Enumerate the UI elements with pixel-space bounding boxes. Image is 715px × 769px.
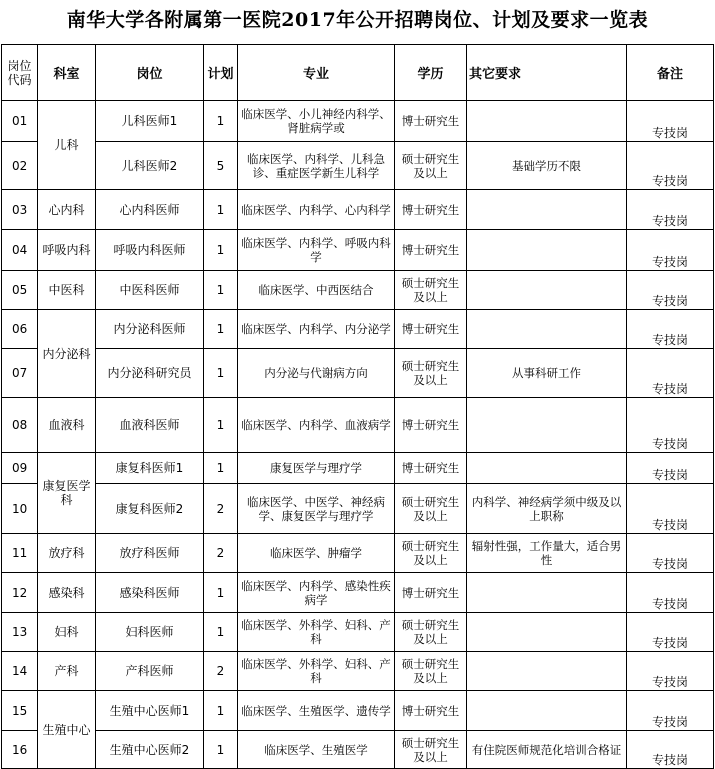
cell-edu: 博士研究生 bbox=[395, 190, 467, 230]
cell-plan: 5 bbox=[204, 142, 238, 190]
cell-dept: 呼吸内科 bbox=[38, 230, 96, 271]
cell-edu: 硕士研究生及以上 bbox=[395, 271, 467, 310]
cell-edu: 博士研究生 bbox=[395, 230, 467, 271]
cell-plan: 1 bbox=[204, 230, 238, 271]
cell-dept: 儿科 bbox=[38, 101, 96, 190]
header-edu: 学历 bbox=[395, 45, 467, 101]
cell-plan: 1 bbox=[204, 691, 238, 731]
cell-plan: 1 bbox=[204, 349, 238, 398]
cell-major: 临床医学、内科学、感染性疾病学 bbox=[238, 573, 395, 613]
cell-major: 临床医学、内科学、血液病学 bbox=[238, 398, 395, 453]
cell-code: 13 bbox=[2, 613, 38, 652]
cell-post: 妇科医师 bbox=[96, 613, 204, 652]
cell-dept: 心内科 bbox=[38, 190, 96, 230]
cell-major: 临床医学、内科学、内分泌学 bbox=[238, 310, 395, 349]
cell-major: 临床医学、内科学、心内科学 bbox=[238, 190, 395, 230]
cell-note: 专技岗 bbox=[627, 453, 714, 484]
header-note: 备注 bbox=[627, 45, 714, 101]
cell-other: 辐射性强，工作量大，适合男性 bbox=[467, 534, 627, 573]
cell-note: 专技岗 bbox=[627, 573, 714, 613]
cell-post: 儿科医师1 bbox=[96, 101, 204, 142]
cell-other: 内科学、神经病学须中级及以上职称 bbox=[467, 484, 627, 534]
cell-edu: 博士研究生 bbox=[395, 398, 467, 453]
cell-other bbox=[467, 271, 627, 310]
cell-post: 内分泌科研究员 bbox=[96, 349, 204, 398]
table-row bbox=[2, 271, 714, 310]
recruitment-table bbox=[1, 44, 714, 769]
cell-plan: 1 bbox=[204, 190, 238, 230]
cell-post: 康复科医师1 bbox=[96, 453, 204, 484]
cell-note: 专技岗 bbox=[627, 484, 714, 534]
cell-plan: 1 bbox=[204, 613, 238, 652]
table-row bbox=[2, 398, 714, 453]
cell-note: 专技岗 bbox=[627, 310, 714, 349]
cell-note: 专技岗 bbox=[627, 101, 714, 142]
cell-edu: 硕士研究生及以上 bbox=[395, 613, 467, 652]
cell-code: 03 bbox=[2, 190, 38, 230]
cell-dept: 放疗科 bbox=[38, 534, 96, 573]
header-dept: 科室 bbox=[38, 45, 96, 101]
cell-major: 临床医学、外科学、妇科、产科 bbox=[238, 613, 395, 652]
cell-code: 12 bbox=[2, 573, 38, 613]
cell-dept: 康复医学科 bbox=[38, 453, 96, 534]
cell-post: 呼吸内科医师 bbox=[96, 230, 204, 271]
cell-other: 从事科研工作 bbox=[467, 349, 627, 398]
cell-code: 11 bbox=[2, 534, 38, 573]
cell-code: 06 bbox=[2, 310, 38, 349]
table-row bbox=[2, 230, 714, 271]
cell-note: 专技岗 bbox=[627, 613, 714, 652]
cell-other bbox=[467, 398, 627, 453]
cell-major: 临床医学、中医学、神经病学、康复医学与理疗学 bbox=[238, 484, 395, 534]
cell-other bbox=[467, 691, 627, 731]
cell-dept: 妇科 bbox=[38, 613, 96, 652]
cell-plan: 1 bbox=[204, 453, 238, 484]
cell-post: 内分泌科医师 bbox=[96, 310, 204, 349]
table-row bbox=[2, 652, 714, 691]
page-title: 南华大学各附属第一医院2017年公开招聘岗位、计划及要求一览表 bbox=[66, 9, 649, 31]
cell-code: 08 bbox=[2, 398, 38, 453]
cell-post: 生殖中心医师1 bbox=[96, 691, 204, 731]
cell-note: 专技岗 bbox=[627, 349, 714, 398]
cell-plan: 1 bbox=[204, 101, 238, 142]
cell-note: 专技岗 bbox=[627, 142, 714, 190]
cell-other bbox=[467, 613, 627, 652]
cell-code: 10 bbox=[2, 484, 38, 534]
cell-code: 14 bbox=[2, 652, 38, 691]
cell-edu: 硕士研究生及以上 bbox=[395, 349, 467, 398]
cell-dept: 内分泌科 bbox=[38, 310, 96, 398]
header-other: 其它要求 bbox=[467, 45, 627, 101]
cell-edu: 博士研究生 bbox=[395, 573, 467, 613]
cell-other bbox=[467, 453, 627, 484]
cell-note: 专技岗 bbox=[627, 691, 714, 731]
cell-other bbox=[467, 230, 627, 271]
table-row bbox=[2, 613, 714, 652]
cell-dept: 血液科 bbox=[38, 398, 96, 453]
header-post: 岗位 bbox=[96, 45, 204, 101]
table-row bbox=[2, 190, 714, 230]
cell-plan: 1 bbox=[204, 398, 238, 453]
cell-code: 04 bbox=[2, 230, 38, 271]
table-row bbox=[2, 484, 714, 534]
cell-major: 内分泌与代谢病方向 bbox=[238, 349, 395, 398]
table-row bbox=[2, 349, 714, 398]
cell-dept: 产科 bbox=[38, 652, 96, 691]
cell-edu: 硕士研究生及以上 bbox=[395, 484, 467, 534]
cell-post: 儿科医师2 bbox=[96, 142, 204, 190]
cell-major: 临床医学、小儿神经内科学、肾脏病学或 bbox=[238, 101, 395, 142]
cell-post: 感染科医师 bbox=[96, 573, 204, 613]
cell-plan: 1 bbox=[204, 573, 238, 613]
cell-code: 09 bbox=[2, 453, 38, 484]
cell-note: 专技岗 bbox=[627, 398, 714, 453]
cell-plan: 2 bbox=[204, 652, 238, 691]
cell-major: 临床医学、内科学、儿科急诊、重症医学新生儿科学 bbox=[238, 142, 395, 190]
header-major: 专业 bbox=[238, 45, 395, 101]
cell-dept: 感染科 bbox=[38, 573, 96, 613]
cell-plan: 2 bbox=[204, 534, 238, 573]
cell-other bbox=[467, 310, 627, 349]
cell-other bbox=[467, 573, 627, 613]
cell-major: 临床医学、外科学、妇科、产科 bbox=[238, 652, 395, 691]
cell-plan: 2 bbox=[204, 484, 238, 534]
cell-edu: 硕士研究生及以上 bbox=[395, 142, 467, 190]
cell-code: 02 bbox=[2, 142, 38, 190]
cell-code: 16 bbox=[2, 731, 38, 769]
table-row bbox=[2, 534, 714, 573]
table-row bbox=[2, 731, 714, 769]
cell-code: 05 bbox=[2, 271, 38, 310]
cell-post: 心内科医师 bbox=[96, 190, 204, 230]
cell-other: 有住院医师规范化培训合格证 bbox=[467, 731, 627, 769]
cell-post: 中医科医师 bbox=[96, 271, 204, 310]
cell-other: 基础学历不限 bbox=[467, 142, 627, 190]
cell-post: 血液科医师 bbox=[96, 398, 204, 453]
cell-other bbox=[467, 101, 627, 142]
cell-code: 01 bbox=[2, 101, 38, 142]
cell-edu: 硕士研究生及以上 bbox=[395, 731, 467, 769]
cell-note: 专技岗 bbox=[627, 230, 714, 271]
cell-major: 康复医学与理疗学 bbox=[238, 453, 395, 484]
cell-major: 临床医学、中西医结合 bbox=[238, 271, 395, 310]
cell-code: 15 bbox=[2, 691, 38, 731]
cell-note: 专技岗 bbox=[627, 271, 714, 310]
table-row bbox=[2, 142, 714, 190]
table-row bbox=[2, 310, 714, 349]
cell-other bbox=[467, 190, 627, 230]
cell-major: 临床医学、生殖医学 bbox=[238, 731, 395, 769]
header-row bbox=[2, 45, 714, 101]
header-code: 岗位代码 bbox=[2, 45, 38, 101]
cell-post: 产科医师 bbox=[96, 652, 204, 691]
cell-major: 临床医学、肿瘤学 bbox=[238, 534, 395, 573]
cell-edu: 博士研究生 bbox=[395, 310, 467, 349]
cell-edu: 硕士研究生及以上 bbox=[395, 652, 467, 691]
cell-post: 生殖中心医师2 bbox=[96, 731, 204, 769]
cell-note: 专技岗 bbox=[627, 652, 714, 691]
cell-major: 临床医学、生殖医学、遗传学 bbox=[238, 691, 395, 731]
cell-other bbox=[467, 652, 627, 691]
cell-note: 专技岗 bbox=[627, 190, 714, 230]
cell-note: 专技岗 bbox=[627, 534, 714, 573]
cell-plan: 1 bbox=[204, 310, 238, 349]
table-row bbox=[2, 101, 714, 142]
cell-edu: 博士研究生 bbox=[395, 691, 467, 731]
cell-post: 康复科医师2 bbox=[96, 484, 204, 534]
cell-plan: 1 bbox=[204, 731, 238, 769]
cell-note: 专技岗 bbox=[627, 731, 714, 769]
cell-edu: 博士研究生 bbox=[395, 101, 467, 142]
table-row bbox=[2, 573, 714, 613]
cell-major: 临床医学、内科学、呼吸内科学 bbox=[238, 230, 395, 271]
cell-plan: 1 bbox=[204, 271, 238, 310]
header-plan: 计划 bbox=[204, 45, 238, 101]
cell-post: 放疗科医师 bbox=[96, 534, 204, 573]
cell-edu: 硕士研究生及以上 bbox=[395, 534, 467, 573]
cell-code: 07 bbox=[2, 349, 38, 398]
cell-dept: 中医科 bbox=[38, 271, 96, 310]
table-row bbox=[2, 453, 714, 484]
cell-edu: 博士研究生 bbox=[395, 453, 467, 484]
table-row bbox=[2, 691, 714, 731]
cell-dept: 生殖中心 bbox=[38, 691, 96, 769]
